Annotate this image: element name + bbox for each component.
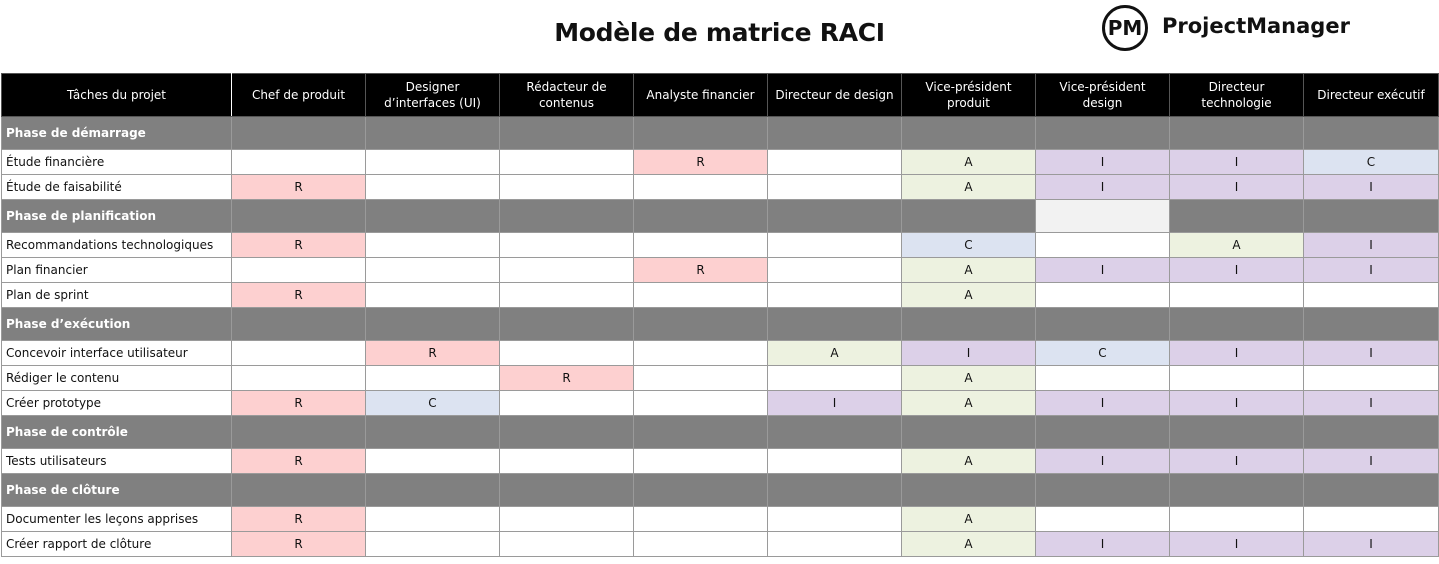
raci-cell [634, 532, 768, 557]
phase-cell [1304, 117, 1439, 150]
raci-cell: I [1304, 233, 1439, 258]
raci-cell [768, 150, 902, 175]
phase-cell [634, 416, 768, 449]
raci-cell: I [1170, 258, 1304, 283]
raci-cell [366, 366, 500, 391]
phase-cell [768, 474, 902, 507]
phase-cell [366, 117, 500, 150]
raci-cell: I [1036, 175, 1170, 200]
phase-cell [500, 308, 634, 341]
raci-cell [1304, 283, 1439, 308]
phase-label: Phase de clôture [2, 474, 232, 507]
raci-cell: R [500, 366, 634, 391]
phase-cell [1304, 474, 1439, 507]
raci-cell [1304, 507, 1439, 532]
task-row [2, 150, 1439, 175]
task-name: Étude de faisabilité [2, 175, 232, 200]
phase-label: Phase d’exécution [2, 308, 232, 341]
phase-cell [1036, 474, 1170, 507]
column-header: Directeur technologie [1170, 74, 1304, 117]
raci-cell: I [1304, 341, 1439, 366]
task-name: Recommandations technologiques [2, 233, 232, 258]
raci-cell [500, 150, 634, 175]
raci-cell: A [902, 391, 1036, 416]
raci-cell: R [366, 341, 500, 366]
raci-cell [1304, 366, 1439, 391]
raci-cell [500, 532, 634, 557]
header-row [2, 74, 1439, 117]
phase-cell [232, 416, 366, 449]
task-row [2, 507, 1439, 532]
phase-cell [634, 474, 768, 507]
task-row [2, 258, 1439, 283]
raci-cell [232, 366, 366, 391]
raci-cell [768, 366, 902, 391]
task-name: Créer prototype [2, 391, 232, 416]
raci-cell [500, 507, 634, 532]
raci-cell: R [232, 391, 366, 416]
raci-cell [1036, 233, 1170, 258]
raci-cell [634, 233, 768, 258]
raci-cell [768, 532, 902, 557]
phase-label: Phase de contrôle [2, 416, 232, 449]
raci-cell [500, 391, 634, 416]
phase-cell [366, 474, 500, 507]
raci-cell [634, 283, 768, 308]
raci-cell: R [634, 258, 768, 283]
task-row [2, 449, 1439, 474]
raci-cell: I [1036, 532, 1170, 557]
raci-cell: I [1304, 258, 1439, 283]
raci-cell: I [1304, 391, 1439, 416]
phase-cell [1036, 416, 1170, 449]
column-header: Directeur de design [768, 74, 902, 117]
column-header: Vice-président design [1036, 74, 1170, 117]
phase-cell [1170, 200, 1304, 233]
phase-row [2, 474, 1439, 507]
raci-cell: R [232, 507, 366, 532]
phase-cell [768, 416, 902, 449]
raci-cell: R [232, 532, 366, 557]
phase-cell [1304, 416, 1439, 449]
task-row [2, 175, 1439, 200]
raci-cell: I [1304, 175, 1439, 200]
phase-cell [1170, 117, 1304, 150]
task-name: Étude financière [2, 150, 232, 175]
phase-cell [500, 117, 634, 150]
raci-cell [366, 150, 500, 175]
phase-cell [1170, 474, 1304, 507]
raci-cell [500, 283, 634, 308]
raci-cell [232, 150, 366, 175]
raci-cell [500, 449, 634, 474]
raci-cell: I [1036, 150, 1170, 175]
raci-cell: R [232, 283, 366, 308]
column-header: Designer d’interfaces (UI) [366, 74, 500, 117]
raci-cell [366, 233, 500, 258]
raci-cell: C [366, 391, 500, 416]
raci-cell [1170, 283, 1304, 308]
raci-cell [634, 507, 768, 532]
raci-cell: A [1170, 233, 1304, 258]
raci-cell: A [902, 258, 1036, 283]
phase-cell [634, 308, 768, 341]
phase-cell [366, 200, 500, 233]
task-name: Concevoir interface utilisateur [2, 341, 232, 366]
raci-cell: R [232, 233, 366, 258]
raci-cell: C [1304, 150, 1439, 175]
raci-cell: I [1170, 391, 1304, 416]
task-row [2, 283, 1439, 308]
task-row [2, 532, 1439, 557]
task-name: Créer rapport de clôture [2, 532, 232, 557]
raci-cell [366, 507, 500, 532]
phase-cell [1036, 308, 1170, 341]
raci-cell [768, 175, 902, 200]
raci-cell: I [1036, 258, 1170, 283]
raci-cell [366, 449, 500, 474]
task-row [2, 366, 1439, 391]
phase-label: Phase de démarrage [2, 117, 232, 150]
raci-cell: A [902, 175, 1036, 200]
raci-cell: I [1170, 532, 1304, 557]
phase-cell [500, 416, 634, 449]
raci-cell: A [902, 532, 1036, 557]
raci-cell: C [902, 233, 1036, 258]
phase-row [2, 416, 1439, 449]
phase-cell [1304, 308, 1439, 341]
page-title: Modèle de matrice RACI [554, 18, 885, 47]
raci-cell: I [1304, 532, 1439, 557]
task-name: Rédiger le contenu [2, 366, 232, 391]
task-name: Documenter les leçons apprises [2, 507, 232, 532]
raci-cell [366, 283, 500, 308]
task-row [2, 391, 1439, 416]
raci-cell: I [1036, 449, 1170, 474]
raci-cell: R [232, 449, 366, 474]
raci-cell [500, 341, 634, 366]
raci-cell [768, 507, 902, 532]
task-name: Tests utilisateurs [2, 449, 232, 474]
raci-cell [634, 366, 768, 391]
phase-cell [366, 308, 500, 341]
column-header: Analyste financier [634, 74, 768, 117]
phase-cell [232, 200, 366, 233]
raci-cell [366, 258, 500, 283]
raci-cell: R [232, 175, 366, 200]
task-row [2, 341, 1439, 366]
column-header: Rédacteur de contenus [500, 74, 634, 117]
raci-cell: A [902, 150, 1036, 175]
phase-cell [902, 416, 1036, 449]
raci-cell [366, 175, 500, 200]
raci-cell: A [902, 366, 1036, 391]
raci-cell: A [768, 341, 902, 366]
raci-cell: I [1170, 175, 1304, 200]
raci-cell [500, 175, 634, 200]
phase-cell [1036, 117, 1170, 150]
column-header: Vice-président produit [902, 74, 1036, 117]
phase-cell [500, 474, 634, 507]
phase-cell [232, 117, 366, 150]
phase-cell [902, 200, 1036, 233]
phase-cell [634, 200, 768, 233]
column-header: Tâches du projet [2, 74, 232, 117]
raci-cell [768, 283, 902, 308]
raci-cell [768, 449, 902, 474]
column-header: Chef de produit [232, 74, 366, 117]
raci-cell [500, 258, 634, 283]
phase-cell [902, 117, 1036, 150]
phase-row [2, 308, 1439, 341]
task-name: Plan de sprint [2, 283, 232, 308]
raci-cell [232, 258, 366, 283]
phase-cell [366, 416, 500, 449]
phase-cell [1304, 200, 1439, 233]
raci-cell [634, 449, 768, 474]
logo-name: ProjectManager [1162, 14, 1350, 38]
phase-cell [1170, 416, 1304, 449]
raci-cell: A [902, 507, 1036, 532]
raci-cell [232, 341, 366, 366]
phase-cell [902, 308, 1036, 341]
raci-cell [1036, 283, 1170, 308]
raci-cell [1036, 507, 1170, 532]
raci-cell [1170, 507, 1304, 532]
raci-cell [1036, 366, 1170, 391]
raci-cell: C [1036, 341, 1170, 366]
phase-cell [768, 308, 902, 341]
raci-cell [768, 258, 902, 283]
raci-cell: R [634, 150, 768, 175]
phase-row [2, 200, 1439, 233]
raci-cell: I [1170, 150, 1304, 175]
pm-logo-icon: PM [1102, 5, 1148, 51]
raci-cell [768, 233, 902, 258]
raci-cell: I [1170, 449, 1304, 474]
raci-cell [1170, 366, 1304, 391]
phase-row [2, 117, 1439, 150]
phase-cell [768, 200, 902, 233]
phase-cell [500, 200, 634, 233]
phase-cell [232, 474, 366, 507]
phase-cell [768, 117, 902, 150]
brand-logo [1102, 5, 1350, 51]
task-row [2, 233, 1439, 258]
raci-cell [366, 532, 500, 557]
raci-cell: I [1304, 449, 1439, 474]
raci-cell: I [768, 391, 902, 416]
phase-cell [902, 474, 1036, 507]
phase-label: Phase de planification [2, 200, 232, 233]
phase-cell [232, 308, 366, 341]
phase-cell [1036, 200, 1170, 233]
raci-cell [634, 175, 768, 200]
raci-cell [634, 391, 768, 416]
raci-cell: A [902, 283, 1036, 308]
raci-table [1, 73, 1439, 557]
raci-cell [500, 233, 634, 258]
raci-cell: I [1036, 391, 1170, 416]
raci-cell: I [1170, 341, 1304, 366]
phase-cell [1170, 308, 1304, 341]
raci-cell: I [902, 341, 1036, 366]
column-header: Directeur exécutif [1304, 74, 1439, 117]
task-name: Plan financier [2, 258, 232, 283]
phase-cell [634, 117, 768, 150]
raci-cell [634, 341, 768, 366]
raci-cell: A [902, 449, 1036, 474]
